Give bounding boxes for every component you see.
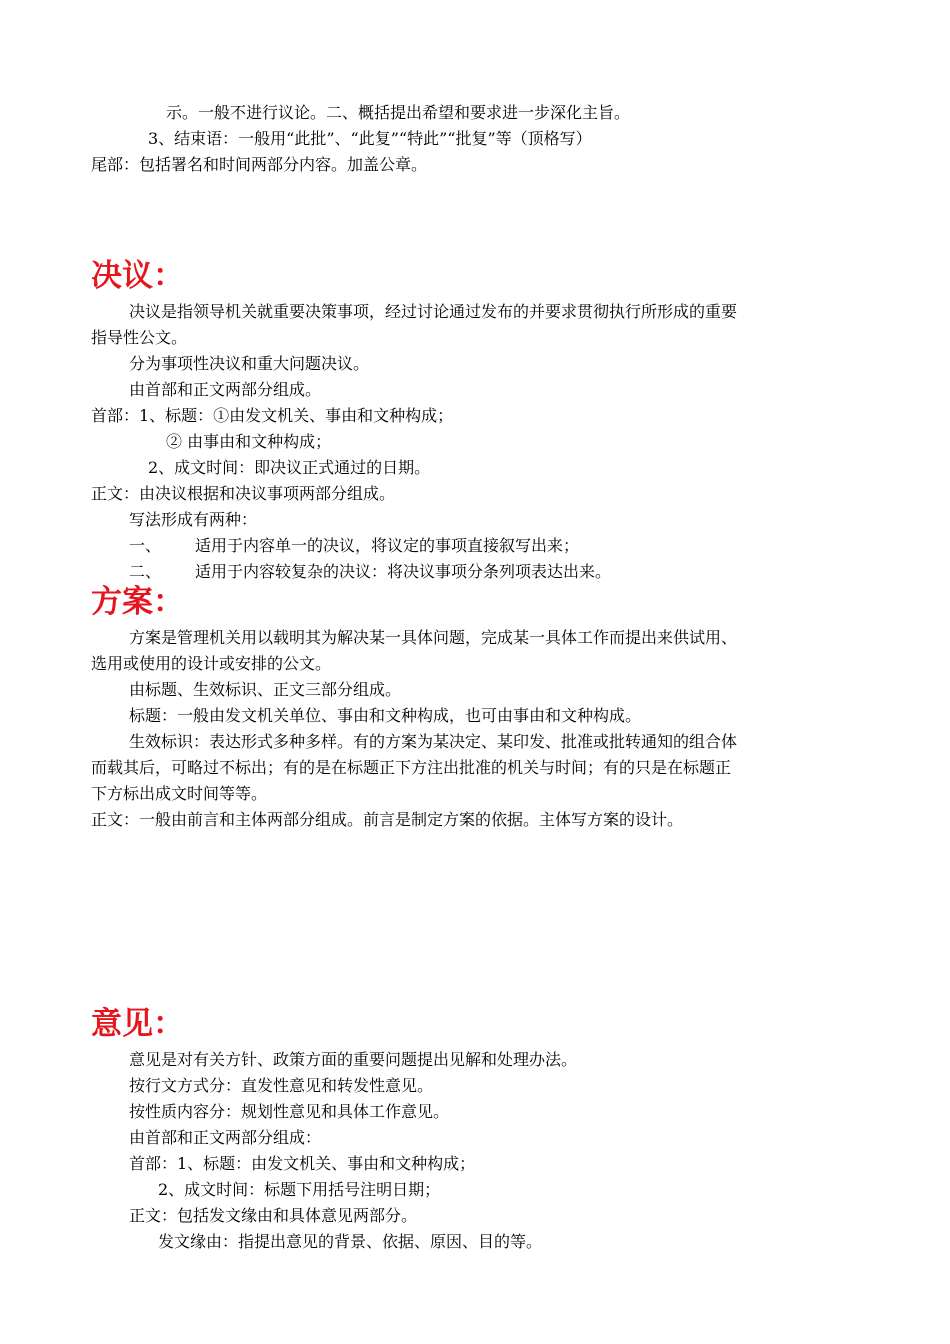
fangan-line: 方案是管理机关用以载明其为解决某一具体问题，完成某一具体工作而提出来供试用、	[129, 628, 738, 647]
section-heading-yijian: 意见：	[91, 1006, 184, 1042]
intro-line-2: 3、结束语：一般用“此批”、“此复”“特此”“批复”等（顶格写）	[148, 129, 592, 148]
jueyi-line: 首部：1、标题：①由发文机关、事由和文种构成；	[91, 406, 454, 425]
jueyi-line: ② 由事由和文种构成；	[166, 432, 332, 451]
yijian-line: 正文：包括发文缘由和具体意见两部分。	[129, 1206, 418, 1225]
jueyi-line: 写法形成有两种：	[129, 510, 258, 529]
yijian-line: 首部：1、标题：由发文机关、事由和文种构成；	[129, 1154, 476, 1173]
fangan-line: 选用或使用的设计或安排的公文。	[91, 654, 332, 673]
fangan-line: 由标题、生效标识、正文三部分组成。	[129, 680, 402, 699]
jueyi-line: 决议是指领导机关就重要决策事项，经过讨论通过发布的并要求贯彻执行所形成的重要	[129, 302, 738, 321]
yijian-line: 2、成文时间：标题下用括号注明日期；	[158, 1180, 441, 1199]
list-item-text: 适用于内容较复杂的决议：将决议事项分条列项表达出来。	[195, 562, 612, 581]
intro-line-1: 示。一般不进行议论。二、概括提出希望和要求进一步深化主旨。	[166, 103, 631, 122]
list-item-text: 适用于内容单一的决议，将议定的事项直接叙写出来；	[195, 536, 580, 555]
section-heading-fangan: 方案：	[91, 584, 184, 620]
fangan-line: 下方标出成文时间等等。	[91, 784, 268, 803]
yijian-line: 意见是对有关方针、政策方面的重要问题提出见解和处理办法。	[129, 1050, 578, 1069]
list-item	[129, 536, 579, 556]
fangan-line: 正文：一般由前言和主体两部分组成。前言是制定方案的依据。主体写方案的设计。	[91, 810, 684, 829]
jueyi-line: 分为事项性决议和重大问题决议。	[129, 354, 370, 373]
list-item-number: 二、	[129, 562, 162, 581]
fangan-line: 生效标识：表达形式多种多样。有的方案为某决定、某印发、批准或批转通知的组合体	[129, 732, 738, 751]
fangan-line: 标题：一般由发文机关单位、事由和文种构成，也可由事由和文种构成。	[129, 706, 642, 725]
yijian-line: 由首部和正文两部分组成：	[129, 1128, 322, 1147]
intro-line-3: 尾部：包括署名和时间两部分内容。加盖公章。	[91, 155, 428, 174]
jueyi-line: 2、成文时间：即决议正式通过的日期。	[148, 458, 431, 477]
yijian-line: 发文缘由：指提出意见的背景、依据、原因、目的等。	[158, 1232, 543, 1251]
jueyi-line: 指导性公文。	[91, 328, 188, 347]
jueyi-line: 由首部和正文两部分组成。	[129, 380, 322, 399]
yijian-line: 按行文方式分：直发性意见和转发性意见。	[129, 1076, 434, 1095]
jueyi-line: 正文：由决议根据和决议事项两部分组成。	[91, 484, 396, 503]
list-item-number: 一、	[129, 536, 162, 555]
yijian-line: 按性质内容分：规划性意见和具体工作意见。	[129, 1102, 450, 1121]
fangan-line: 而载其后，可略过不标出；有的是在标题正下方注出批准的机关与时间；有的只是在标题正	[91, 758, 732, 777]
section-heading-jueyi: 决议：	[91, 258, 184, 294]
list-item	[129, 562, 611, 582]
